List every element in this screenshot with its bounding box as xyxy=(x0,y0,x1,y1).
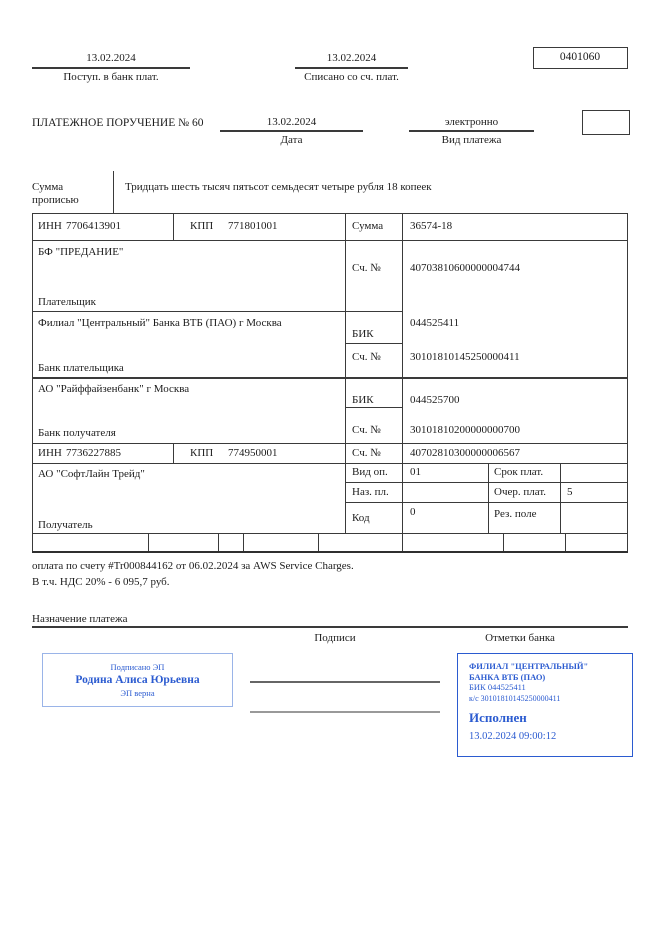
grid-line xyxy=(173,213,174,240)
grid-line xyxy=(402,213,403,533)
form-code: 0401060 xyxy=(559,51,601,63)
esignature-stamp-name: Родина Алиса Юрьевна xyxy=(75,673,200,686)
received-date-underline xyxy=(32,67,190,69)
beneficiary-kpp-label: КПП xyxy=(190,447,214,459)
amount-label: Сумма xyxy=(352,220,384,232)
signature-line-1 xyxy=(250,681,440,683)
payment-kind-underline xyxy=(409,130,534,132)
grid-line xyxy=(32,240,628,241)
payment-kind-label: Вид платежа xyxy=(441,134,502,146)
grid-line xyxy=(627,533,628,551)
payer-bank-account-label: Сч. № xyxy=(352,351,381,363)
grid-line xyxy=(32,463,628,464)
grid-line xyxy=(345,482,628,483)
beneficiary-account-label: Сч. № xyxy=(352,447,381,459)
grid-line xyxy=(32,443,628,444)
beneficiary-bank-account-value: 30101810200000000700 xyxy=(410,424,520,436)
payer-inn-label: ИНН xyxy=(38,220,62,232)
esignature-stamp xyxy=(42,653,233,707)
amount-words-divider xyxy=(113,171,114,213)
op-type-label: Вид оп. xyxy=(352,466,388,478)
doc-date: 13.02.2024 xyxy=(266,116,317,128)
esignature-stamp-bottom: ЭП верна xyxy=(120,687,155,698)
reserve-label: Рез. поле xyxy=(494,508,537,520)
purpose-code-label: Наз. пл. xyxy=(352,486,389,498)
payment-kind: электронно xyxy=(444,116,499,128)
received-date-label: Поступ. в банк плат. xyxy=(63,71,159,83)
payer-bank-section-label: Банк плательщика xyxy=(38,362,124,374)
code-value: 0 xyxy=(410,506,416,518)
grid-line xyxy=(560,463,561,533)
beneficiary-kpp-value: 774950001 xyxy=(228,447,278,459)
grid-line xyxy=(32,533,628,534)
payer-kpp-value: 771801001 xyxy=(228,220,278,232)
amount-words-value: Тридцать шесть тысяч пятьсот семьдесят четыре рубля 18 копеек xyxy=(125,181,432,193)
payer-kpp-label: КПП xyxy=(190,220,214,232)
grid-line xyxy=(345,502,628,503)
payer-bank-name: Филиал "Центральный" Банка ВТБ (ПАО) г Москва xyxy=(38,317,282,329)
grid-line xyxy=(173,443,174,463)
received-date: 13.02.2024 xyxy=(86,52,136,64)
op-type-value: 01 xyxy=(410,466,421,478)
payer-name: БФ "ПРЕДАНИЕ" xyxy=(38,246,124,258)
beneficiary-inn-value: 7736227885 xyxy=(66,447,121,459)
grid-line xyxy=(218,533,219,551)
beneficiary-bank-bik-label: БИК xyxy=(352,394,374,406)
grid-line xyxy=(32,551,628,553)
doc-date-label: Дата xyxy=(280,134,303,146)
priority-value: 5 xyxy=(567,486,573,498)
payer-inn-value: 7706413901 xyxy=(66,220,121,232)
grid-line xyxy=(345,213,346,533)
signature-line-2 xyxy=(250,711,440,713)
amount-value: 36574-18 xyxy=(410,220,453,232)
purpose-underline xyxy=(32,626,628,628)
esignature-stamp-top: Подписано ЭП xyxy=(110,661,165,672)
bank-stamp xyxy=(457,653,633,757)
due-date-label: Срок плат. xyxy=(494,466,544,478)
form-code-box xyxy=(533,47,628,69)
grid-line xyxy=(318,533,319,551)
doc-date-underline xyxy=(220,130,363,132)
debited-date: 13.02.2024 xyxy=(326,52,377,64)
grid-line xyxy=(503,533,504,551)
debited-date-label: Списано со сч. плат. xyxy=(304,71,399,83)
code-label: Код xyxy=(352,512,370,524)
grid-line xyxy=(565,533,566,551)
purpose-section-label: Назначение платежа xyxy=(32,613,128,625)
grid-line xyxy=(488,463,489,533)
payer-section-label: Плательщик xyxy=(38,296,96,308)
grid-line xyxy=(148,533,149,551)
payer-bank-bik-label: БИК xyxy=(352,328,374,340)
bank-stamp-bank-name: ФИЛИАЛ "ЦЕНТРАЛЬНЫЙ" БАНКА ВТБ (ПАО) xyxy=(469,661,589,682)
beneficiary-section-label: Получатель xyxy=(38,519,93,531)
grid-line xyxy=(32,213,628,214)
amount-words-label: Сумма прописью xyxy=(32,181,79,206)
grid-line xyxy=(243,533,244,551)
payer-bank-bik-value: 044525411 xyxy=(410,317,460,329)
grid-line xyxy=(32,311,402,312)
bank-marks-header: Отметки банка xyxy=(485,632,555,644)
grid-line xyxy=(345,407,402,408)
beneficiary-bank-account-label: Сч. № xyxy=(352,424,381,436)
purpose-line1: оплата по счету #Tr000844162 от 06.02.2024 за AWS Service Charges. xyxy=(32,560,354,572)
grid-line xyxy=(32,377,628,379)
grid-line xyxy=(32,213,33,533)
debited-date-underline xyxy=(295,67,408,69)
grid-line xyxy=(345,343,402,344)
grid-line xyxy=(402,533,403,551)
bank-stamp-status: Исполнен xyxy=(469,710,527,725)
beneficiary-bank-name: АО "Райффайзенбанк" г Москва xyxy=(38,383,190,395)
bank-stamp-corr-account: к/с 30101810145250000411 xyxy=(469,694,561,703)
priority-label: Очер. плат. xyxy=(494,486,547,498)
beneficiary-bank-bik-value: 044525700 xyxy=(410,394,460,406)
purpose-line2: В т.ч. НДС 20% - 6 095,7 руб. xyxy=(32,576,170,588)
payer-status-box xyxy=(582,110,630,135)
payer-bank-account-value: 30101810145250000411 xyxy=(410,351,520,363)
document-title: ПЛАТЕЖНОЕ ПОРУЧЕНИЕ № 60 xyxy=(32,117,204,129)
signatures-header: Подписи xyxy=(314,632,356,644)
payer-account-value: 40703810600000004744 xyxy=(410,262,520,274)
grid-line xyxy=(32,533,33,551)
grid-line xyxy=(627,213,628,533)
beneficiary-inn-label: ИНН xyxy=(38,447,62,459)
beneficiary-name: АО "СофтЛайн Трейд" xyxy=(38,468,145,480)
bank-stamp-bik: БИК 044525411 xyxy=(469,682,526,692)
bank-stamp-timestamp: 13.02.2024 09:00:12 xyxy=(469,731,557,742)
beneficiary-account-value: 40702810300000006567 xyxy=(410,447,520,459)
beneficiary-bank-section-label: Банк получателя xyxy=(38,427,116,439)
payer-account-label: Сч. № xyxy=(352,262,381,274)
